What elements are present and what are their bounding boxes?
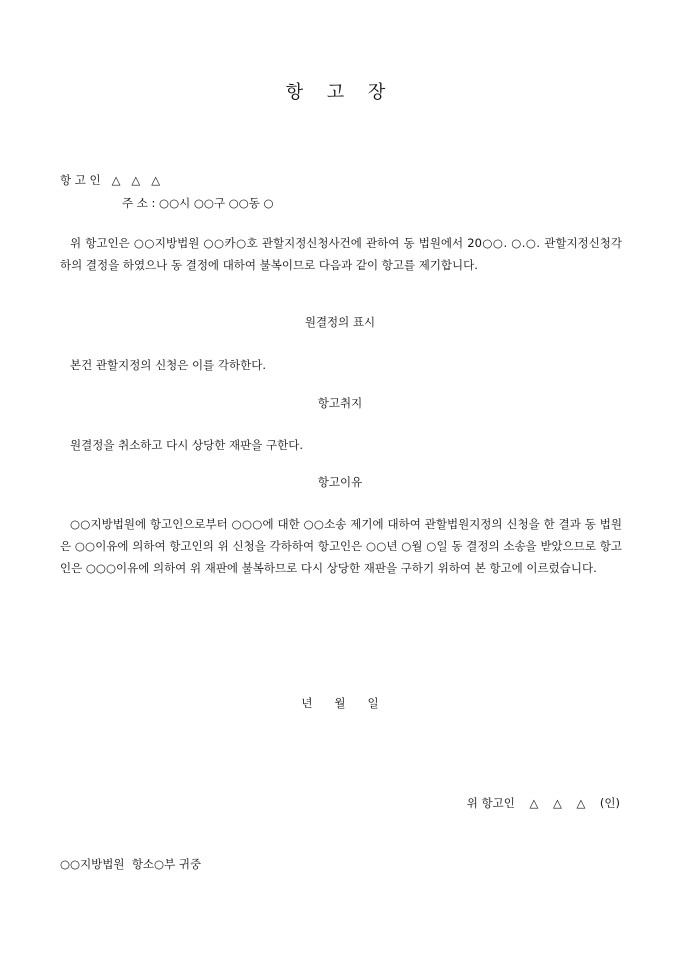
intro-paragraph: 위 항고인은 ○○지방법원 ○○카○호 관할지정신청사건에 관하여 동 법원에서 20○○. ○.○. 관할지정신청각하의 결정을 하였으나 동 결정에 대하여 불복이므로 다음과 같이 항고를 제기합니다. (60, 236, 622, 272)
appellant-line: 항 고 인 △ △ △ (60, 173, 161, 187)
appeal-reason-body: ○○지방법원에 항고인으로부터 ○○○에 대한 ○○소송 제기에 대하여 관할법원지정의 신청을 한 결과 동 법원은 ○○이유에 의하여 항고인의 위 신청을 각하하여 항고인은 ○○년 ○월 ○일 동 결정의 소송을 받았으므로 항고인은 ○○○이유에 의하여 위 재판에 불복하므로 다시 상당한 재판을 구하기 위하여 본 항고에 이르렀습니다. (60, 517, 622, 575)
appeal-purpose-heading: 항고취지 (317, 396, 363, 410)
original-decision-body: 본건 관할지정의 신청은 이를 각하한다. (70, 358, 267, 372)
original-decision-heading: 원결정의 표시 (304, 315, 376, 329)
appellant-address: 주 소 : ○○시 ○○구 ○○동 ○ (122, 196, 274, 210)
appeal-reason-heading: 항고이유 (317, 475, 363, 489)
addressee-line: ○○지방법원 항소○부 귀중 (60, 857, 202, 871)
document-title: 항 고 장 (285, 82, 395, 103)
appeal-purpose-body: 원결정을 취소하고 다시 상당한 재판을 구한다. (70, 438, 304, 452)
date-line: 년 월 일 (301, 696, 379, 710)
signature-line: 위 항고인 △ △ △ (인) (466, 796, 620, 810)
